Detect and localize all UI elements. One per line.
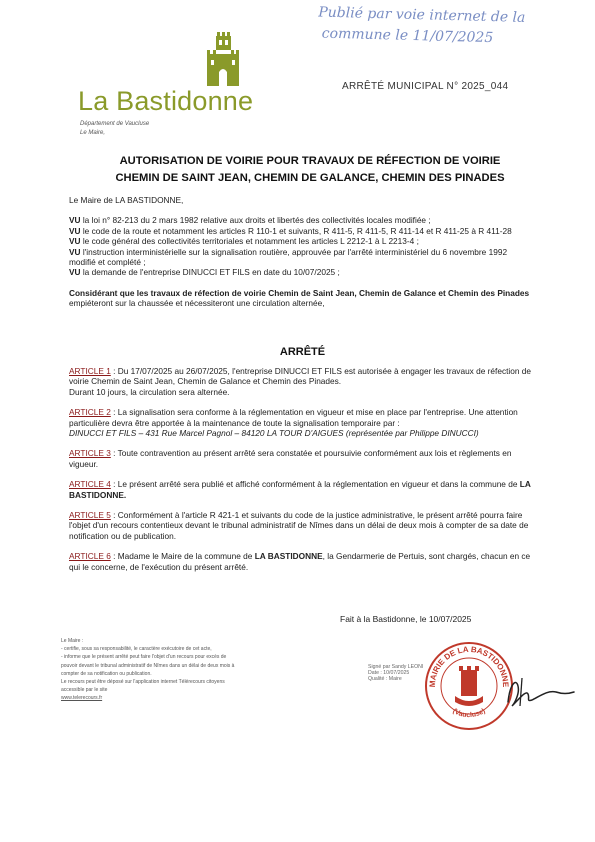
signer-line-1: Signé par Sandy LEONI bbox=[368, 664, 424, 670]
signer-line-3: Qualité : Maire bbox=[368, 676, 402, 683]
tower-logo-icon bbox=[205, 32, 241, 92]
vu-text: l'instruction interministérielle sur la signalisation routière, approuvée par l'arrêté interministériel du 6 novembre 1992 modifié et complété ; bbox=[69, 246, 508, 268]
article-5-text: : Conformément à l'article R 421-1 et suivants du code de la justice administrative, le présent arrêté pourra faire l'objet d'un recours contentieux devant le tribunal administratif de Nîmes dans un délai de deux mois à compter de sa date de notification ou de publication. bbox=[69, 510, 529, 541]
signer-info bbox=[368, 664, 423, 683]
preamble-intro: Le Maire de LA BASTIDONNE, bbox=[69, 195, 184, 205]
handwritten-publication-note bbox=[317, 3, 583, 52]
article-2-label: ARTICLE 2 bbox=[69, 407, 111, 418]
footnote-link[interactable]: www.telerecours.fr bbox=[61, 695, 103, 702]
vu-label: VU bbox=[69, 267, 81, 278]
title-line-2: CHEMIN DE SAINT JEAN, CHEMIN DE GALANCE, CHEMIN DES PINADES bbox=[115, 172, 505, 184]
preamble bbox=[69, 195, 536, 309]
vu-text: le code général des collectivités territoriales et notamment les articles L 2212-1 à L 2213-4 ; bbox=[82, 236, 419, 247]
article-6-bold: LA BASTIDONNE bbox=[254, 551, 323, 562]
footnote-line-1: Le Maire : bbox=[61, 638, 84, 644]
vu-label: VU bbox=[69, 246, 81, 257]
articles bbox=[69, 366, 536, 572]
article-2-text: : La signalisation sera conforme à la réglementation en vigueur et mise en place par l'entreprise. Une attention particulière devra être apportée à la maintenance de toute la signalisation temporaire par : bbox=[69, 407, 518, 428]
vu-item-1 bbox=[69, 215, 536, 225]
handwritten-line-2: commune le 11/07/2025 bbox=[321, 25, 494, 47]
vu-item-5 bbox=[69, 267, 536, 277]
article-3 bbox=[69, 448, 536, 469]
article-5-label: ARTICLE 5 bbox=[69, 510, 111, 521]
article-3-label: ARTICLE 3 bbox=[69, 448, 111, 459]
vu-label: VU bbox=[69, 225, 81, 236]
article-6 bbox=[69, 551, 536, 572]
footnote-line-3: - informe que le présent arrêté peut faire l'objet d'un recours pour excès de pouvoir devant le tribunal administratif de Nîmes dans un délai de deux mois à compter de sa notification ou publication. bbox=[61, 654, 235, 677]
article-1-text: : Du 17/07/2025 au 26/07/2025, l'entreprise DINUCCI ET FILS est autorisée à engager les travaux de réfection de voirie Chemin de Saint Jean, Chemin de Galance et Chemin des Pinades. bbox=[69, 366, 532, 387]
vu-text: le code de la route et notamment les articles R 110-1 et suivants, R 411-5, R 411-5, R 411-14 et R 411-25 à R 411-28 bbox=[82, 225, 512, 236]
footnote bbox=[61, 637, 237, 703]
article-4-label: ARTICLE 4 bbox=[69, 479, 111, 490]
article-6-text: : Madame le Maire de la commune de bbox=[113, 551, 253, 562]
handwritten-signature-icon bbox=[500, 672, 580, 712]
vu-text: la loi n° 82-213 du 2 mars 1982 relative aux droits et libertés des collectivités locales modifiée ; bbox=[82, 215, 431, 226]
article-6-label: ARTICLE 6 bbox=[69, 551, 111, 562]
mayor-label: Le Maire, bbox=[80, 130, 106, 136]
considerant-label: Considérant bbox=[69, 287, 118, 298]
signer-line-2: Date : 10/07/2025 bbox=[368, 670, 410, 677]
footnote-line-4: Le recours peut être déposé sur l'application internet Télérecours citoyens accessible par le site bbox=[61, 679, 225, 694]
article-4 bbox=[69, 479, 536, 500]
article-2-contractor: DINUCCI ET FILS – 431 Rue Marcel Pagnol – 84120 LA TOUR D'AIGUES (représentée par Philippe DINUCCI) bbox=[69, 428, 479, 439]
article-3-text: : Toute contravention au présent arrêté sera constatée et poursuivie conformément aux lois et règlements en vigueur. bbox=[69, 448, 512, 469]
considerant-paragraph bbox=[69, 288, 536, 309]
article-6-text-2: , la Gendarmerie de Pertuis, sont chargés, chacun en ce qui le concerne, de l'exécution du présent arrêté. bbox=[69, 551, 531, 572]
stamp-bottom-text: (Vaucluse) bbox=[451, 707, 487, 720]
stamp-top-text: MAIRIE DE LA BASTIDONNE bbox=[427, 644, 511, 688]
article-1-label: ARTICLE 1 bbox=[69, 366, 111, 376]
department-label: Département de Vaucluse bbox=[80, 121, 150, 127]
article-4-bold: LA BASTIDONNE. bbox=[69, 479, 531, 500]
signed-at: Fait à la Bastidonne, le 10/07/2025 bbox=[340, 614, 472, 624]
vu-label: VU bbox=[69, 215, 81, 226]
article-5 bbox=[69, 510, 536, 541]
arrete-number: ARRÊTÉ MUNICIPAL N° 2025_044 bbox=[342, 81, 509, 92]
town-name: La Bastidonne bbox=[78, 86, 254, 116]
arrete-heading: ARRÊTÉ bbox=[279, 346, 326, 358]
svg-text:(Vaucluse) bbox=[451, 708, 486, 719]
vu-item-3 bbox=[69, 236, 536, 246]
department-info bbox=[80, 120, 149, 138]
title-line-1: AUTORISATION DE VOIRIE POUR TRAVAUX DE RÉFECTION DE VOIRIE bbox=[119, 155, 501, 167]
article-2 bbox=[69, 407, 536, 428]
vu-item-4 bbox=[69, 247, 536, 268]
considerant-rest: empiéteront sur la chaussée et nécessiteront une circulation alternée, bbox=[69, 298, 325, 309]
article-1-text-2: Durant 10 jours, la circulation sera alternée. bbox=[69, 386, 230, 397]
document-title bbox=[90, 153, 530, 187]
article-4-text: : Le présent arrêté sera publié et affiché conformément à la réglementation en vigueur et dans la commune de bbox=[113, 479, 518, 490]
vu-label: VU bbox=[69, 236, 81, 247]
article-1 bbox=[69, 366, 536, 387]
vu-item-2 bbox=[69, 226, 536, 236]
footnote-line-2: - certifie, sous sa responsabilité, le caractère exécutoire de cet acte, bbox=[61, 646, 212, 653]
handwritten-line-1: Publié par voie internet de la bbox=[318, 4, 526, 26]
vu-text: la demande de l'entreprise DINUCCI ET FILS en date du 10/07/2025 ; bbox=[82, 267, 340, 278]
considerant-bold: que les travaux de réfection de voirie Chemin de Saint Jean, Chemin de Galance et Chemin des Pinades bbox=[119, 287, 530, 298]
